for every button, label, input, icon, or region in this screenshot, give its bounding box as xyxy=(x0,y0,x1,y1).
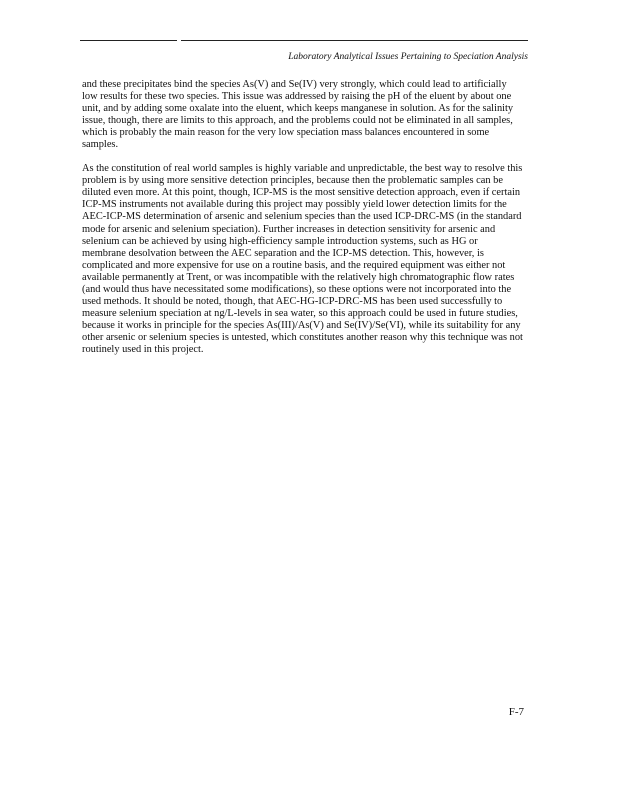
paragraph-1: and these precipitates bind the species As(V) and Se(IV) very strongly, which could lead to artificially low results for these two species. This issue was addressed by raising the pH of the eluent by about one unit, and by adding some oxalate into the eluent, which keeps manganese in solution. As for the salinity issue, though, there are limits to this approach, and the problems could not be eliminated in all samples, which is probably the main reason for the very low speciation mass balances encountered in some samples. xyxy=(82,79,514,151)
header-rule-right xyxy=(181,40,528,41)
paragraph-2: As the constitution of real world samples is highly variable and unpredictable, the best way to resolve this problem is by using more sensitive detection principles, because then the problematic samples can be diluted even more. At this point, though, ICP-MS is the most sensitive detection approach, even if certain ICP-MS instruments not available during this project may possibly yield lower detection limits for the AEC-ICP-MS determination of arsenic and selenium species than the used ICP-DRC-MS (in the standard mode for arsenic and selenium speciation). Further increases in detection sensitivity for arsenic and selenium can be achieved by using high-efficiency sample introduction systems, such as HG or membrane desolvation between the AEC separation and the ICP-MS detection. This, however, is complicated and more expensive for use on a routine basis, and the required equipment was either not available permanently at Trent, or was incompatible with the relatively high chromatographic flow rates (and would thus have necessitated some modifications), so these options were not incorporated into the used methods. It should be noted, though, that AEC-HG-ICP-DRC-MS has been used successfully to measure selenium speciation at ng/L-levels in sea water, so this approach could be used in future studies, because it works in principle for the species As(III)/As(V) and Se(IV)/Se(VI), while its suitability for any other arsenic or selenium species is untested, which constitutes another reason why this technique was not routinely used in this project. xyxy=(82,163,523,355)
running-header: Laboratory Analytical Issues Pertaining to Speciation Analysis xyxy=(288,52,528,62)
body-text xyxy=(82,79,524,368)
page-number: F-7 xyxy=(508,706,524,718)
header-rule-left xyxy=(80,40,177,41)
